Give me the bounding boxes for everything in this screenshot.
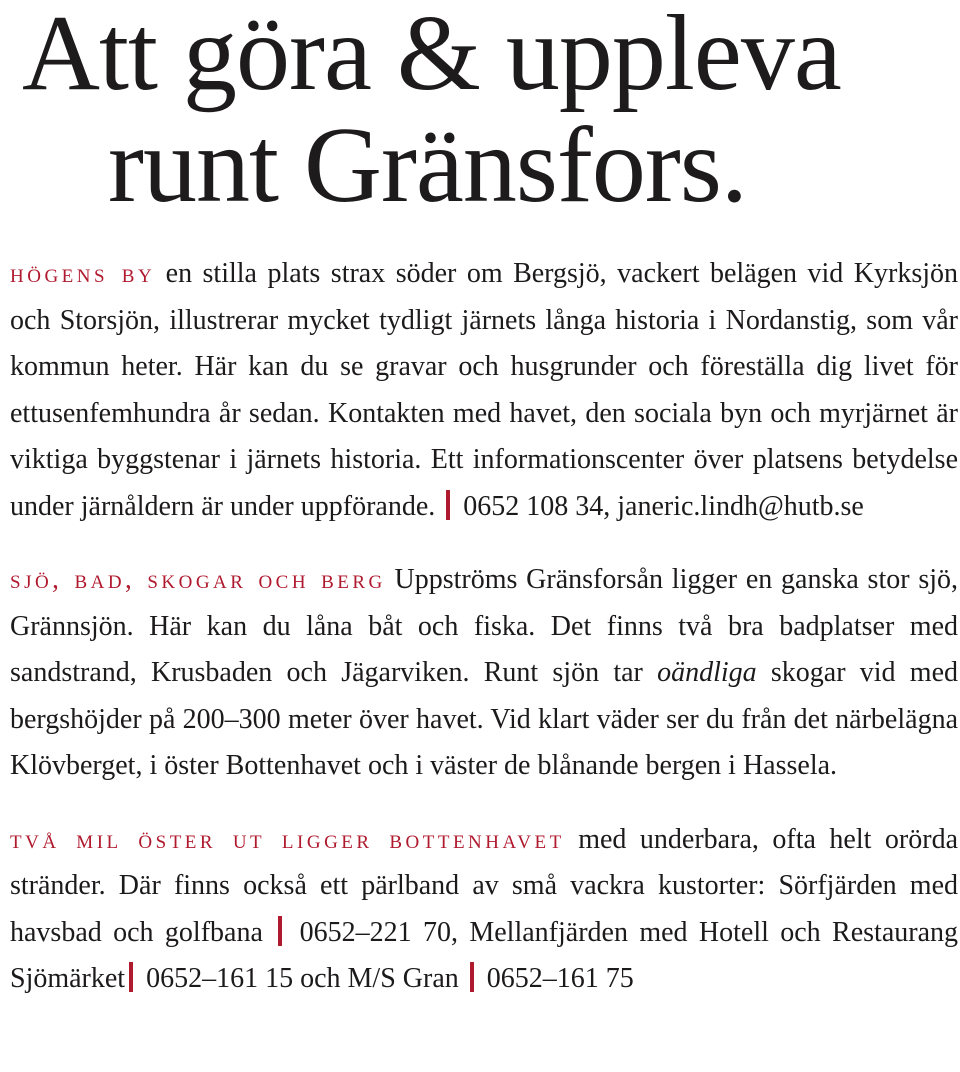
- separator-bar: [129, 962, 133, 992]
- section-sjo-bad: [10, 556, 958, 790]
- separator-bar: [446, 490, 450, 520]
- section-bottenhavet: [10, 816, 958, 1003]
- document-page: [10, 0, 958, 1003]
- contact-info: 0652–221 70, Mellanfjärden med Hotell och Restaurang Sjömärket: [10, 916, 958, 994]
- section-hogens-by: [10, 250, 958, 530]
- separator-bar: [278, 916, 282, 946]
- separator-bar: [470, 962, 474, 992]
- section-lead: sjö, bad, skogar och berg: [10, 564, 386, 594]
- section-lead: högens by: [10, 258, 156, 288]
- section-lead: två mil öster ut ligger bottenhavet: [10, 823, 565, 854]
- section-body-part-1: Uppströms Gränsforsån ligger en ganska stor sjö, Grännsjön. Här kan du låna båt och fiska. Det finns två bra badplatser med sandstrand, Krusbaden och Jägarviken. Runt sjön tar: [10, 564, 958, 688]
- title-line-1: Att göra & uppleva: [22, 0, 841, 113]
- page-title: [10, 0, 958, 225]
- title-line-2: runt Gränsfors.: [108, 106, 747, 225]
- section-body: med underbara, ofta helt orörda stränder. Där finns också ett pärlband av små vackra kustorter: Sörfjärden med havsbad och golfbana: [10, 823, 958, 948]
- contact-info: 0652 108 34, janeric.lindh@hutb.se: [456, 490, 864, 522]
- contact-info: 0652–161 15 och M/S Gran: [139, 963, 459, 994]
- section-body-part-2: skogar vid med bergshöjder på 200–300 meter över havet. Vid klart väder ser du från det närbelägna Klövberget, i öster Bottenhavet och i väster de blånande bergen i Hassela.: [10, 657, 959, 781]
- contact-info: 0652–161 75: [479, 963, 634, 994]
- emphasized-word: oändliga: [657, 657, 757, 688]
- section-body: en stilla plats strax söder om Bergsjö, vackert belägen vid Kyrksjön och Storsjön, illustrerar mycket tydligt järnets långa historia i Nordanstig, som vår kommun heter. Här kan du se gravar och husgrunder och föreställa dig livet för ettusenfemhundra år sedan. Kontakten med havet, den sociala byn och myrjärnet är viktiga byggstenar i järnets historia. Ett informationscenter över platsens betydelse under järnåldern är under uppförande.: [10, 258, 958, 522]
